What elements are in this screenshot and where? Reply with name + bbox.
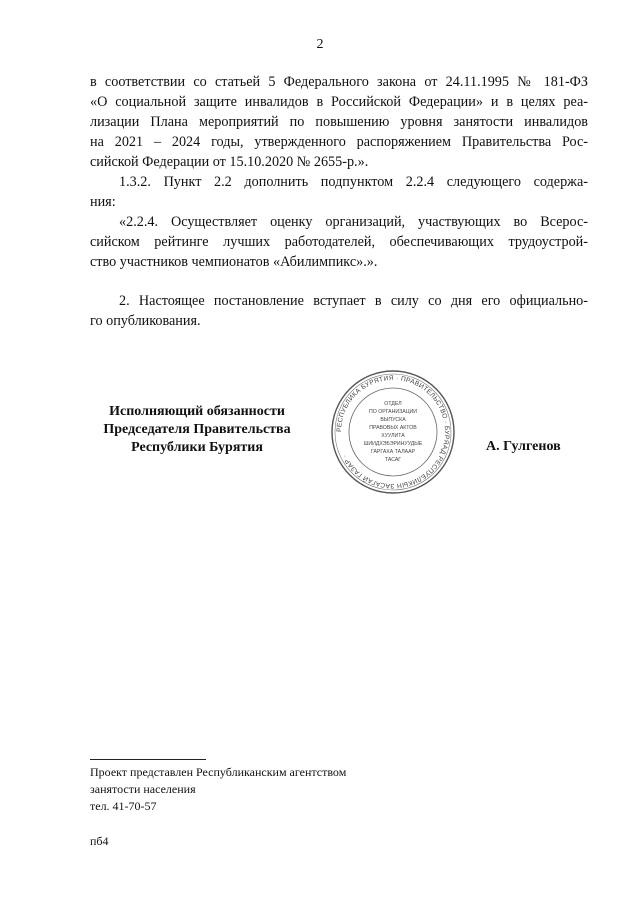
footnote-line: занятости населения bbox=[90, 782, 196, 796]
svg-text:РЕСПУБЛИКА БУРЯТИЯ · ПРАВИТЕЛЬ bbox=[336, 375, 450, 489]
seal-inner-line: ТАСАГ bbox=[384, 457, 402, 463]
footnote-line: Проект представлен Республиканским агентством bbox=[90, 765, 347, 779]
text-line: ство участников чемпионатов «Абилимпикс».». bbox=[90, 254, 378, 270]
text-line: сийской Федерации от 15.10.2020 № 2655-р.». bbox=[90, 154, 369, 170]
position-line: Республики Бурятия bbox=[131, 440, 263, 455]
official-seal bbox=[330, 369, 456, 495]
signatory-position bbox=[97, 403, 297, 457]
text-line: «2.2.4. Осуществляет оценку организаций, участвующих во Всерос- bbox=[119, 214, 588, 230]
text-line: в соответствии со статьей 5 Федерального закона от 24.11.1995 № 181-ФЗ bbox=[90, 74, 588, 90]
text-line: го опубликования. bbox=[90, 313, 201, 329]
footnote-line: тел. 41-70-57 bbox=[90, 799, 157, 813]
text-line: «О социальной защите инвалидов в Российской Федерации» и в целях реа- bbox=[90, 94, 588, 110]
seal-inner-line: ОТДЕЛ bbox=[384, 401, 402, 407]
text-line: 2. Настоящее постановление вступает в силу со дня его официально- bbox=[119, 293, 588, 309]
seal-inner-line: ХУУЛИТА bbox=[381, 433, 405, 439]
footnote bbox=[90, 764, 346, 815]
seal-inner-line: ПРАВОВЫХ АКТОВ bbox=[369, 425, 417, 431]
text-line: лизации Плана мероприятий по повышению уровня занятости инвалидов bbox=[90, 114, 588, 130]
seal-inner-line: ГАРГАХА ТАЛААР bbox=[370, 449, 416, 455]
signatory-name: А. Гулгенов bbox=[486, 439, 561, 454]
document-code: пб4 bbox=[90, 834, 109, 848]
footnote-divider bbox=[90, 759, 206, 760]
position-line: Исполняющий обязанности bbox=[109, 404, 285, 419]
text-line: сийском рейтинге лучших работодателей, обеспечивающих трудоустрой- bbox=[90, 234, 588, 250]
text-line: 1.3.2. Пункт 2.2 дополнить подпунктом 2.2.4 следующего содержа- bbox=[119, 174, 588, 190]
page-number: 2 bbox=[316, 37, 324, 52]
seal-inner-line: ШИИДХЭБЭРИНУУДЫЕ bbox=[363, 441, 423, 447]
seal-inner-line: ПО ОРГАНИЗАЦИИ bbox=[369, 409, 417, 415]
body-text bbox=[90, 72, 588, 331]
seal-outer-text: РЕСПУБЛИКА БУРЯТИЯ · ПРАВИТЕЛЬСТВО · БУРЯАД РЕСПУБЛИКЫН ЗАСАГАЙ ГАЗАР · bbox=[335, 374, 451, 490]
seal-inner-line: ВЫПУСКА bbox=[380, 417, 406, 423]
text-line: на 2021 – 2024 годы, утвержденного распоряжением Правительства Рос- bbox=[90, 134, 588, 150]
position-line: Председателя Правительства bbox=[103, 422, 291, 437]
text-line: ния: bbox=[90, 194, 116, 210]
